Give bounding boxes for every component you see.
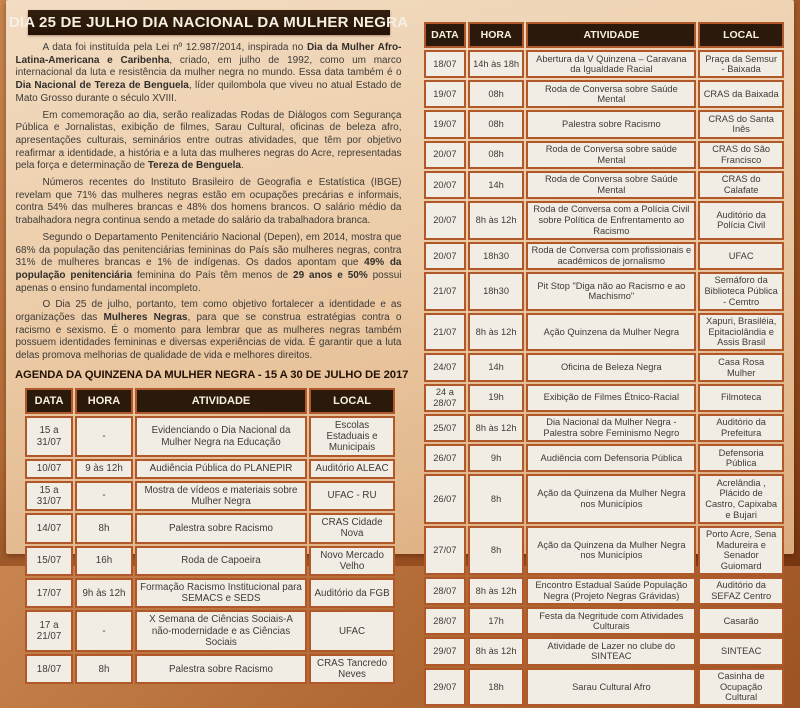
cell-local: UFAC	[698, 242, 784, 270]
page-right	[410, 0, 794, 703]
table-row	[424, 577, 784, 605]
cell-hora: 8h	[75, 513, 133, 543]
cell-data: 20/07	[424, 141, 466, 169]
cell-hora: 8h às 12h	[468, 313, 525, 352]
cell-local: Auditório da Polícia Civil	[698, 201, 784, 240]
cell-ativ: Pit Stop "Diga não ao Racismo e ao Machismo"	[526, 272, 696, 311]
cell-hora: 8h	[468, 526, 525, 575]
paragraph-text: O Dia 25 de julho, portanto, tem como objetivo fortalecer a identidade e as organizações das	[15, 299, 402, 324]
cell-hora: 08h	[468, 80, 525, 108]
intro-paragraph	[16, 42, 402, 106]
header-row	[25, 388, 395, 414]
column-header-hora: HORA	[468, 22, 525, 48]
column-header-local: LOCAL	[309, 388, 395, 414]
page-title-bar	[8, 10, 409, 35]
cell-data: 20/07	[424, 201, 466, 240]
cell-local: Defensoria Pública	[698, 444, 784, 472]
cell-ativ: Palestra sobre Racismo	[135, 513, 307, 543]
cell-hora: 8h	[468, 474, 525, 523]
cell-ativ: Formação Racismo Institucional para SEMACS e SEDS	[135, 578, 307, 608]
agenda-table-right	[422, 20, 786, 708]
cell-data: 26/07	[424, 444, 466, 472]
cell-local: UFAC	[309, 610, 395, 652]
paragraph-text: Números recentes do Instituto Brasileiro de Geografia e Estatística (IBGE) revelam que 71% das mulheres negras estão em ocupações precárias e informais, contra 54% das mulheres brancas e 48% dos homens brancos. O salário médio da trabalhadora negra continua sendo a metade do salário da trabalhadora branca.	[15, 177, 402, 227]
cell-local: Xapuri, Brasiléia, Epitaciolândia e Assis Brasil	[698, 313, 784, 352]
cell-hora: -	[75, 610, 133, 652]
agenda-table-left	[23, 386, 397, 686]
intro-paragraph	[16, 177, 402, 228]
page-left	[6, 0, 410, 681]
cell-ativ: Evidenciando o Dia Nacional da Mulher Negra na Educação	[135, 416, 307, 458]
cell-data: 26/07	[424, 474, 466, 523]
paragraph-text: , para que se construa estratégias contra o racismo e sexismo. É o momento para lembrar que as mulheres negras também possuem identidades femininas e diversas experiências de vida. É garantir que a luta delas promova melhorias de qualidade de vida e melhores direitos.	[15, 312, 402, 362]
paragraph-bold-text: 29 anos e 50%	[293, 269, 368, 281]
paragraph-bold-text: Dia da Mulher Afro-Latina-Americana e Caribenha	[15, 42, 402, 66]
intro-paragraph	[16, 232, 402, 296]
table-row	[424, 272, 784, 311]
cell-local: Escolas Estaduais e Municipais	[309, 416, 395, 458]
table-row	[424, 141, 784, 169]
header-row	[424, 22, 784, 48]
cell-data: 29/07	[424, 637, 466, 665]
cell-local: Porto Acre, Sena Madureira e Senador Guiomard	[698, 526, 784, 575]
column-header-data: DATA	[424, 22, 466, 48]
cell-ativ: Ação Quinzena da Mulher Negra	[526, 313, 696, 352]
cell-hora: 08h	[468, 110, 525, 138]
cell-data: 20/07	[424, 171, 466, 199]
table-row	[424, 80, 784, 108]
column-header-data: DATA	[25, 388, 73, 414]
cell-hora: 16h	[75, 546, 133, 576]
cell-ativ: Abertura da V Quinzena – Caravana da Igualdade Racial	[526, 50, 696, 78]
table-row	[25, 610, 395, 652]
cell-ativ: Oficina de Beleza Negra	[526, 353, 696, 381]
paragraph-text: feminina do País têm menos de	[132, 269, 294, 281]
cell-ativ: Mostra de vídeos e materiais sobre Mulher Negra	[135, 481, 307, 511]
cell-ativ: Festa da Negritude com Atividades Culturais	[526, 607, 696, 635]
cell-data: 17 a 21/07	[25, 610, 73, 652]
cell-ativ: Roda de Conversa sobre Saúde Mental	[526, 80, 696, 108]
cell-ativ: Roda de Conversa com a Polícia Civil sobre Política de Enfrentamento ao Racismo	[526, 201, 696, 240]
table-row	[424, 242, 784, 270]
cell-data: 15/07	[25, 546, 73, 576]
flyer-spread	[6, 0, 794, 703]
cell-hora: 8h às 12h	[468, 577, 525, 605]
table-row	[25, 578, 395, 608]
paragraph-bold-text: Dia Nacional de Tereza de Benguela	[15, 80, 189, 92]
cell-data: 25/07	[424, 414, 466, 442]
cell-local: Casa Rosa Mulher	[698, 353, 784, 381]
cell-data: 19/07	[424, 80, 466, 108]
intro-paragraphs	[16, 42, 402, 363]
column-header-ativ: ATIVIDADE	[526, 22, 696, 48]
cell-data: 17/07	[25, 578, 73, 608]
cell-local: CRAS do São Francisco	[698, 141, 784, 169]
table-row	[424, 637, 784, 665]
intro-paragraph	[16, 299, 402, 363]
cell-data: 27/07	[424, 526, 466, 575]
cell-data: 18/07	[25, 654, 73, 684]
cell-local: CRAS do Santa Inês	[698, 110, 784, 138]
paragraph-bold-text: Mulheres Negras	[103, 312, 188, 324]
cell-ativ: Encontro Estadual Saúde População Negra (Projeto Negras Grávidas)	[526, 577, 696, 605]
paragraph-text: , criado, em julho de 1992, como um marco internacional da luta e resistência da mulher negra no mundo. Essa data também é o	[15, 54, 402, 79]
cell-hora: 8h às 12h	[468, 201, 525, 240]
cell-hora: 8h	[75, 654, 133, 684]
paragraph-text: , líder quilombola que viveu no atual Estado de Mato Grosso durante o século XVIII.	[15, 80, 402, 104]
cell-local: CRAS do Calafate	[698, 171, 784, 199]
cell-hora: 14h às 18h	[468, 50, 525, 78]
cell-hora: 08h	[468, 141, 525, 169]
cell-data: 10/07	[25, 459, 73, 478]
cell-ativ: X Semana de Ciências Sociais-A não-modernidade e as Ciências Sociais	[135, 610, 307, 652]
cell-data: 24 a 28/07	[424, 384, 466, 412]
table-row	[424, 526, 784, 575]
cell-local: Casarão	[698, 607, 784, 635]
cell-data: 18/07	[424, 50, 466, 78]
cell-ativ: Audiência Pública do PLANEPIR	[135, 459, 307, 478]
cell-hora: -	[75, 481, 133, 511]
paragraph-text: Em comemoração ao dia, serão realizadas Rodas de Diálogos com Segurança Pública e Jornalistas, exibição de filmes, Sarau Cultural, oficinas de beleza afro, apresentações culturais, seminários entre outras atividades, que têm por objetivo reafirmar a identidade, a história e a luta das mulheres negras do Acre, representadas pela força e determinação de	[15, 109, 402, 172]
intro-paragraph	[16, 110, 402, 174]
cell-data: 20/07	[424, 242, 466, 270]
cell-hora: 17h	[468, 607, 525, 635]
cell-data: 29/07	[424, 668, 466, 707]
table-row	[424, 384, 784, 412]
cell-hora: 9h	[468, 444, 525, 472]
paragraph-text: .	[241, 160, 244, 172]
cell-local: Acrelândia , Plácido de Castro, Capixaba e Bujari	[698, 474, 784, 523]
cell-data: 15 a 31/07	[25, 416, 73, 458]
paragraph-bold-text: 49% da população penitenciária	[15, 257, 402, 281]
column-header-hora: HORA	[75, 388, 133, 414]
cell-hora: -	[75, 416, 133, 458]
paragraph-text: possui apenas o ensino fundamental incompleto.	[15, 269, 402, 294]
cell-hora: 19h	[468, 384, 525, 412]
cell-hora: 9 às 12h	[75, 459, 133, 478]
cell-local: Auditório ALEAC	[309, 459, 395, 478]
cell-local: CRAS da Baixada	[698, 80, 784, 108]
table-row	[25, 416, 395, 458]
cell-ativ: Roda de Capoeira	[135, 546, 307, 576]
cell-local: Auditório da FGB	[309, 578, 395, 608]
cell-local: Auditório da Prefeitura	[698, 414, 784, 442]
cell-local: UFAC - RU	[309, 481, 395, 511]
cell-ativ: Roda de Conversa com profissionais e acadêmicos de jornalismo	[526, 242, 696, 270]
cell-local: Filmoteca	[698, 384, 784, 412]
column-header-local: LOCAL	[698, 22, 784, 48]
cell-ativ: Roda de Conversa sobre Saúde Mental	[526, 171, 696, 199]
cell-local: Novo Mercado Velho	[309, 546, 395, 576]
table-row	[25, 481, 395, 511]
table-row	[25, 654, 395, 684]
column-header-ativ: ATIVIDADE	[135, 388, 307, 414]
cell-local: Semáforo da Biblioteca Pública - Cemtro	[698, 272, 784, 311]
table-row	[424, 607, 784, 635]
table-row	[25, 459, 395, 478]
cell-ativ: Ação da Quinzena da Mulher Negra nos Municípios	[526, 474, 696, 523]
page-title: DIA 25 DE JULHO DIA NACIONAL DA MULHER NEGRA	[8, 14, 409, 31]
table-row	[424, 474, 784, 523]
cell-ativ: Sarau Cultural Afro	[526, 668, 696, 707]
table-row	[424, 171, 784, 199]
table-row	[424, 353, 784, 381]
cell-local: CRAS Cidade Nova	[309, 513, 395, 543]
cell-local: SINTEAC	[698, 637, 784, 665]
cell-ativ: Exibição de Filmes Étnico-Racial	[526, 384, 696, 412]
cell-hora: 8h às 12h	[468, 414, 525, 442]
cell-ativ: Palestra sobre Racismo	[526, 110, 696, 138]
paragraph-text: A data foi instituída pela Lei nº 12.987/2014, inspirada no	[42, 42, 307, 53]
table-row	[424, 50, 784, 78]
cell-data: 14/07	[25, 513, 73, 543]
table-row	[424, 444, 784, 472]
cell-ativ: Dia Nacional da Mulher Negra - Palestra sobre Feminismo Negro	[526, 414, 696, 442]
cell-hora: 14h	[468, 171, 525, 199]
cell-data: 24/07	[424, 353, 466, 381]
cell-hora: 18h	[468, 668, 525, 707]
table-row	[25, 546, 395, 576]
table-row	[424, 201, 784, 240]
cell-data: 19/07	[424, 110, 466, 138]
cell-local: Auditório da SEFAZ Centro	[698, 577, 784, 605]
cell-hora: 9h às 12h	[75, 578, 133, 608]
cell-data: 15 a 31/07	[25, 481, 73, 511]
table-row	[424, 313, 784, 352]
paragraph-text: Segundo o Departamento Penitenciário Nacional (Depen), em 2014, mostra que 68% da população das penitenciárias femininas do País são mulheres negras, contra 31% de mulheres brancas e 1% de indígenas. Os dados apontam que	[15, 231, 402, 269]
cell-hora: 18h30	[468, 242, 525, 270]
cell-ativ: Ação da Quinzena da Mulher Negra nos Municípios	[526, 526, 696, 575]
cell-hora: 8h às 12h	[468, 637, 525, 665]
table-row	[424, 668, 784, 707]
cell-ativ: Audiência com Defensoria Pública	[526, 444, 696, 472]
cell-ativ: Roda de Conversa sobre saúde Mental	[526, 141, 696, 169]
cell-local: CRAS Tancredo Neves	[309, 654, 395, 684]
cell-data: 28/07	[424, 577, 466, 605]
cell-local: Casinha de Ocupação Cultural	[698, 668, 784, 707]
cell-data: 28/07	[424, 607, 466, 635]
table-row	[424, 414, 784, 442]
paragraph-bold-text: Tereza de Benguela	[147, 160, 241, 172]
cell-data: 21/07	[424, 272, 466, 311]
cell-ativ: Palestra sobre Racismo	[135, 654, 307, 684]
cell-hora: 18h30	[468, 272, 525, 311]
cell-ativ: Atividade de Lazer no clube do SINTEAC	[526, 637, 696, 665]
table-row	[424, 110, 784, 138]
cell-data: 21/07	[424, 313, 466, 352]
table-row	[25, 513, 395, 543]
cell-local: Praça da Semsur - Baixada	[698, 50, 784, 78]
cell-hora: 14h	[468, 353, 525, 381]
agenda-heading: AGENDA DA QUINZENA DA MULHER NEGRA - 15 A 30 DE JULHO DE 2017	[15, 368, 409, 381]
